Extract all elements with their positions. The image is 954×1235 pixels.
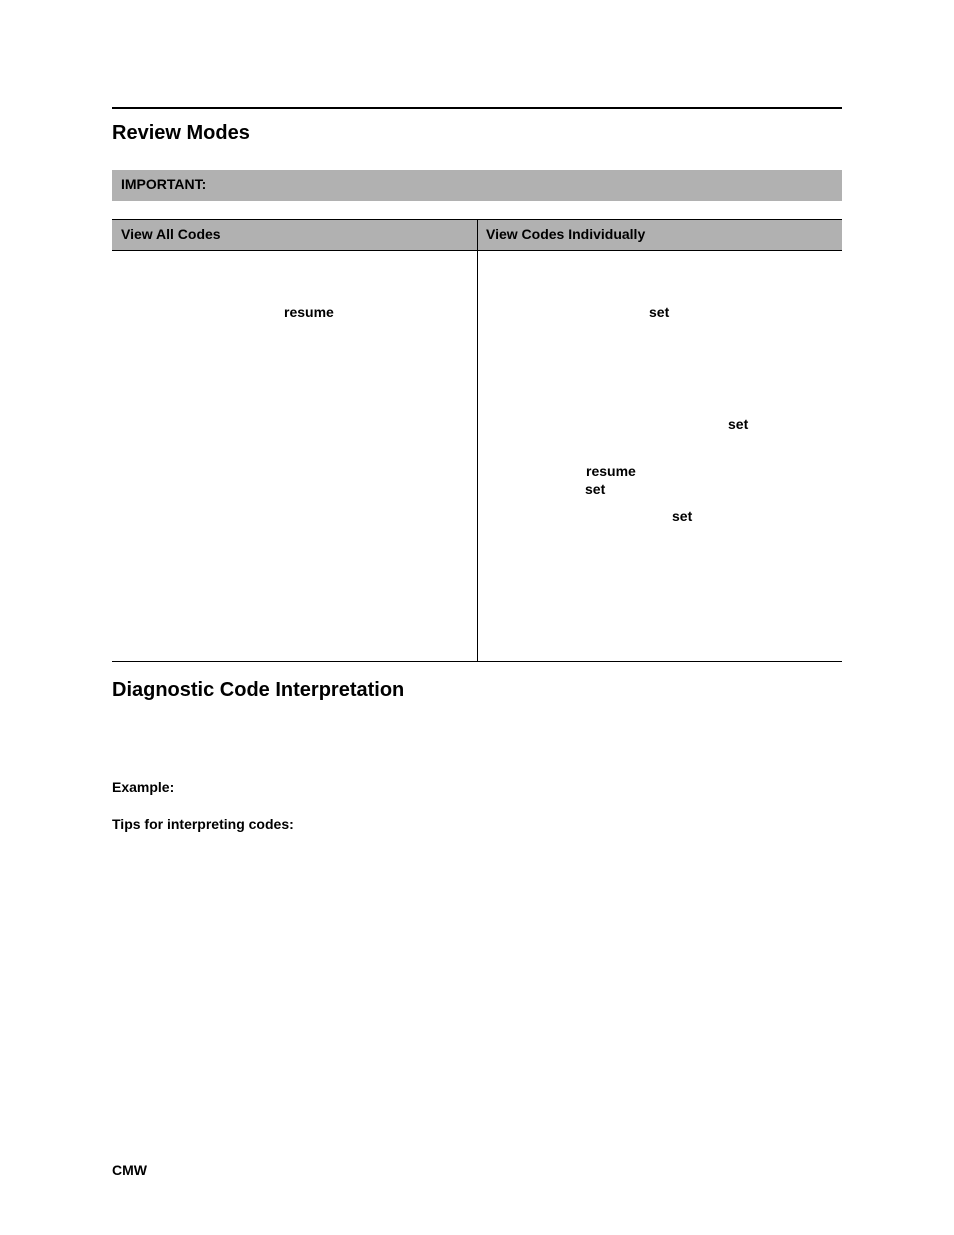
view-individual-resume-keyword: resume xyxy=(586,463,636,479)
view-individual-set-keyword: set xyxy=(728,416,749,432)
example-label: Example: xyxy=(112,779,175,795)
column-divider xyxy=(477,220,478,661)
important-bar xyxy=(112,170,842,201)
review-modes-title: Review Modes xyxy=(112,122,250,144)
interpretation-title: Diagnostic Code Interpretation xyxy=(112,679,405,701)
view-individual-set-keyword: set xyxy=(585,481,606,497)
view-individual-set-keyword: set xyxy=(649,304,670,320)
review-modes-table xyxy=(112,219,842,662)
view-individual-set-keyword: set xyxy=(672,508,693,524)
footer-mark: CMW xyxy=(112,1162,147,1178)
header-view-codes-individually: View Codes Individually xyxy=(486,226,646,242)
view-all-resume-keyword: resume xyxy=(284,304,334,320)
top-rule xyxy=(112,107,842,109)
important-label: IMPORTANT: xyxy=(121,176,207,192)
tips-label: Tips for interpreting codes: xyxy=(112,816,294,832)
header-view-all-codes: View All Codes xyxy=(121,226,221,242)
